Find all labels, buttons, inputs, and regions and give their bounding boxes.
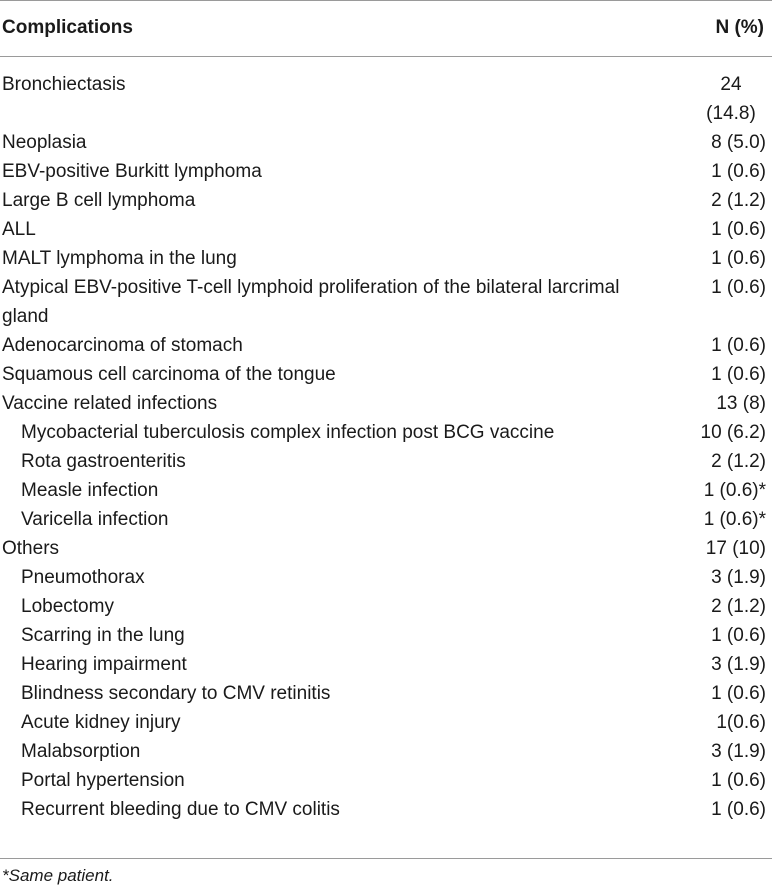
table-row bbox=[0, 418, 772, 447]
row-value: 8 (5.0) bbox=[711, 132, 766, 153]
row-value: 1 (0.6) bbox=[711, 683, 766, 704]
row-value: 1 (0.6) bbox=[711, 161, 766, 182]
row-value: 1 (0.6) bbox=[711, 364, 766, 385]
table-row bbox=[0, 795, 772, 824]
row-value: 1 (0.6) bbox=[711, 770, 766, 791]
row-value: 1 (0.6) bbox=[711, 219, 766, 240]
row-label: Mycobacterial tuberculosis complex infection post BCG vaccine bbox=[21, 422, 555, 443]
row-value: 1 (0.6) bbox=[711, 248, 766, 269]
footnote: *Same patient. bbox=[2, 866, 114, 885]
row-label: Hearing impairment bbox=[21, 654, 187, 675]
row-value: 1 (0.6)* bbox=[703, 509, 766, 530]
row-label: Blindness secondary to CMV retinitis bbox=[21, 683, 331, 704]
row-value: 2 (1.2) bbox=[711, 190, 766, 211]
table-row bbox=[0, 476, 772, 505]
row-label: Recurrent bleeding due to CMV colitis bbox=[21, 799, 340, 820]
table-row bbox=[0, 331, 772, 360]
row-label: Malabsorption bbox=[21, 741, 141, 762]
row-value: 1 (0.6) bbox=[711, 277, 766, 298]
row-label: ALL bbox=[2, 219, 36, 240]
row-label: Portal hypertension bbox=[21, 770, 185, 791]
table-row bbox=[0, 592, 772, 621]
row-value: 1 (0.6) bbox=[711, 335, 766, 356]
row-value: 10 (6.2) bbox=[700, 422, 766, 443]
row-value: 3 (1.9) bbox=[711, 654, 766, 675]
row-value: 24 (14.8) bbox=[706, 74, 756, 124]
table-row bbox=[0, 244, 772, 273]
row-label: Neoplasia bbox=[2, 132, 87, 153]
row-label: Rota gastroenteritis bbox=[21, 451, 186, 472]
table-row bbox=[0, 389, 772, 418]
table-row bbox=[0, 505, 772, 534]
row-value: 1 (0.6) bbox=[711, 625, 766, 646]
table-row bbox=[0, 186, 772, 215]
table-row bbox=[0, 563, 772, 592]
top-rule bbox=[0, 0, 772, 1]
header-n-percent: N (%) bbox=[715, 17, 764, 38]
row-label: Varicella infection bbox=[21, 509, 169, 530]
row-label: Acute kidney injury bbox=[21, 712, 181, 733]
row-label: Lobectomy bbox=[21, 596, 114, 617]
table-body bbox=[0, 70, 772, 824]
row-value: 1(0.6) bbox=[716, 712, 766, 733]
table-row bbox=[0, 447, 772, 476]
row-value: 2 (1.2) bbox=[711, 451, 766, 472]
table-row bbox=[0, 534, 772, 563]
row-label: Bronchiectasis bbox=[2, 74, 126, 95]
table-row bbox=[0, 766, 772, 795]
table-row bbox=[0, 128, 772, 157]
row-value: 2 (1.2) bbox=[711, 596, 766, 617]
row-label: Scarring in the lung bbox=[21, 625, 185, 646]
table-row bbox=[0, 70, 772, 128]
row-label: Atypical EBV-positive T-cell lymphoid proliferation of the bilateral larcrimal gland bbox=[2, 277, 620, 327]
table-row bbox=[0, 708, 772, 737]
row-label: Vaccine related infections bbox=[2, 393, 218, 414]
table-row bbox=[0, 737, 772, 766]
table-row bbox=[0, 215, 772, 244]
table-header bbox=[0, 10, 772, 48]
table-row bbox=[0, 650, 772, 679]
row-value: 1 (0.6) bbox=[711, 799, 766, 820]
table-row bbox=[0, 273, 772, 331]
table-row bbox=[0, 679, 772, 708]
header-rule bbox=[0, 56, 772, 57]
table-row bbox=[0, 360, 772, 389]
row-label: Others bbox=[2, 538, 60, 559]
header-complications: Complications bbox=[2, 17, 133, 38]
row-value: 1 (0.6)* bbox=[703, 480, 766, 501]
table-row bbox=[0, 157, 772, 186]
row-label: Adenocarcinoma of stomach bbox=[2, 335, 243, 356]
table-row bbox=[0, 621, 772, 650]
row-label: Pneumothorax bbox=[21, 567, 145, 588]
row-value: 3 (1.9) bbox=[711, 741, 766, 762]
row-value: 13 (8) bbox=[716, 393, 766, 414]
row-label: MALT lymphoma in the lung bbox=[2, 248, 237, 269]
row-label: Measle infection bbox=[21, 480, 159, 501]
row-label: Squamous cell carcinoma of the tongue bbox=[2, 364, 336, 385]
row-value: 3 (1.9) bbox=[711, 567, 766, 588]
row-label: EBV-positive Burkitt lymphoma bbox=[2, 161, 262, 182]
row-label: Large B cell lymphoma bbox=[2, 190, 196, 211]
row-value: 17 (10) bbox=[705, 538, 766, 559]
bottom-rule bbox=[0, 858, 772, 859]
